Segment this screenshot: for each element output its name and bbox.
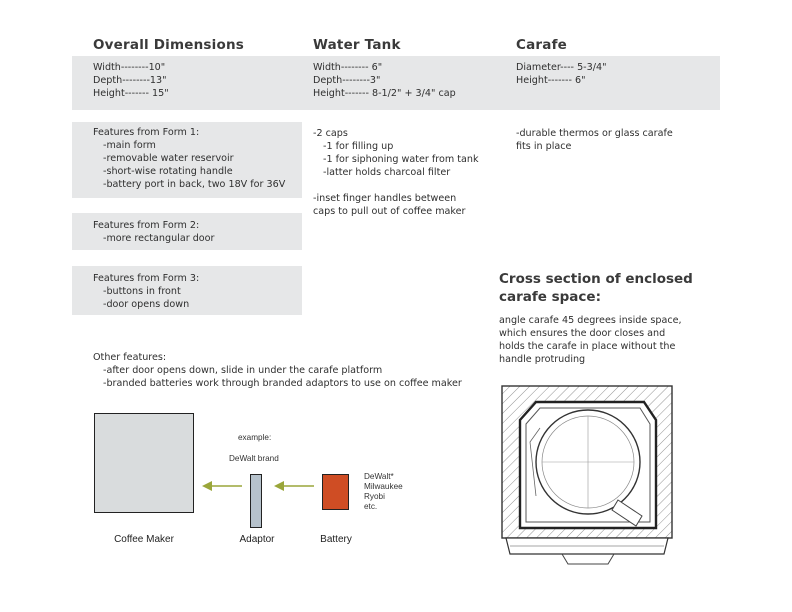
form3-title: Features from Form 3: [93, 273, 200, 284]
handles-note-line: -inset finger handles between [313, 193, 457, 204]
coffee-maker-label: Coffee Maker [114, 534, 174, 545]
cross-section-desc-line: angle carafe 45 degrees inside space, [499, 315, 682, 326]
list-item: -more rectangular door [103, 233, 215, 244]
cross-section-desc-line: holds the carafe in place without the [499, 341, 676, 352]
caps-note: -2 caps [313, 128, 348, 139]
battery-label: Battery [320, 534, 352, 545]
brand-item: Ryobi [364, 492, 385, 501]
carafe-notes [516, 127, 673, 153]
form1-features [93, 126, 285, 191]
tank-depth: Depth--------3" [313, 75, 381, 86]
list-item: -1 for siphoning water from tank [323, 154, 479, 165]
form2-features [93, 219, 214, 245]
carafe-height: Height------- 6" [516, 75, 586, 86]
cross-section-title-line: carafe space: [499, 289, 601, 305]
list-item: -removable water reservoir [103, 153, 234, 164]
list-item: -after door opens down, slide in under the carafe platform [103, 365, 383, 376]
carafe-dimensions [516, 61, 607, 87]
water-tank-title: Water Tank [313, 37, 401, 53]
brand-item: Milwaukee [364, 482, 403, 491]
list-item: -buttons in front [103, 286, 181, 297]
list-item: -short-wise rotating handle [103, 166, 233, 177]
overall-height: Height------- 15" [93, 88, 169, 99]
overall-dimensions-title: Overall Dimensions [93, 37, 245, 53]
carafe-note-line: fits in place [516, 141, 572, 152]
carafe-diameter: Diameter---- 5-3/4" [516, 62, 607, 73]
cross-section-description [499, 314, 682, 366]
overall-width: Width--------10" [93, 62, 166, 73]
list-item: -main form [103, 140, 156, 151]
cross-section-sketch [496, 380, 680, 570]
example-label: example: [238, 433, 272, 442]
cross-section-title-line: Cross section of enclosed [499, 271, 693, 287]
handles-note-line: caps to pull out of coffee maker [313, 206, 466, 217]
brand-item: DeWalt* [364, 472, 394, 481]
form2-title: Features from Form 2: [93, 220, 200, 231]
list-item: -door opens down [103, 299, 190, 310]
adaptor-shape [250, 474, 262, 528]
form1-title: Features from Form 1: [93, 127, 200, 138]
brand-item: etc. [364, 502, 378, 511]
overall-dimensions-list [93, 61, 169, 100]
other-features-title: Other features: [93, 352, 167, 363]
water-tank-notes [313, 127, 479, 218]
arrow-left-icon [200, 478, 244, 494]
list-item: -branded batteries work through branded adaptors to use on coffee maker [103, 378, 462, 389]
brand-list [364, 472, 403, 512]
brand-label: DeWalt brand [229, 454, 279, 463]
cross-section-title [499, 270, 693, 306]
overall-depth: Depth--------13" [93, 75, 167, 86]
adaptor-label: Adaptor [239, 534, 275, 545]
list-item: -battery port in back, two 18V for 36V [103, 179, 286, 190]
cross-section-desc-line: handle protruding [499, 354, 586, 365]
arrow-left-icon [272, 478, 316, 494]
water-tank-dimensions [313, 61, 456, 100]
tank-width: Width-------- 6" [313, 62, 383, 73]
list-item: -latter holds charcoal filter [323, 167, 451, 178]
carafe-title: Carafe [516, 37, 568, 53]
other-features [93, 351, 462, 390]
list-item: -1 for filling up [323, 141, 394, 152]
coffee-maker-shape [94, 413, 194, 513]
carafe-note-line: -durable thermos or glass carafe [516, 128, 673, 139]
form3-features [93, 272, 199, 311]
battery-shape [322, 474, 349, 510]
cross-section-desc-line: which ensures the door closes and [499, 328, 666, 339]
tank-height: Height------- 8-1/2" + 3/4" cap [313, 88, 456, 99]
